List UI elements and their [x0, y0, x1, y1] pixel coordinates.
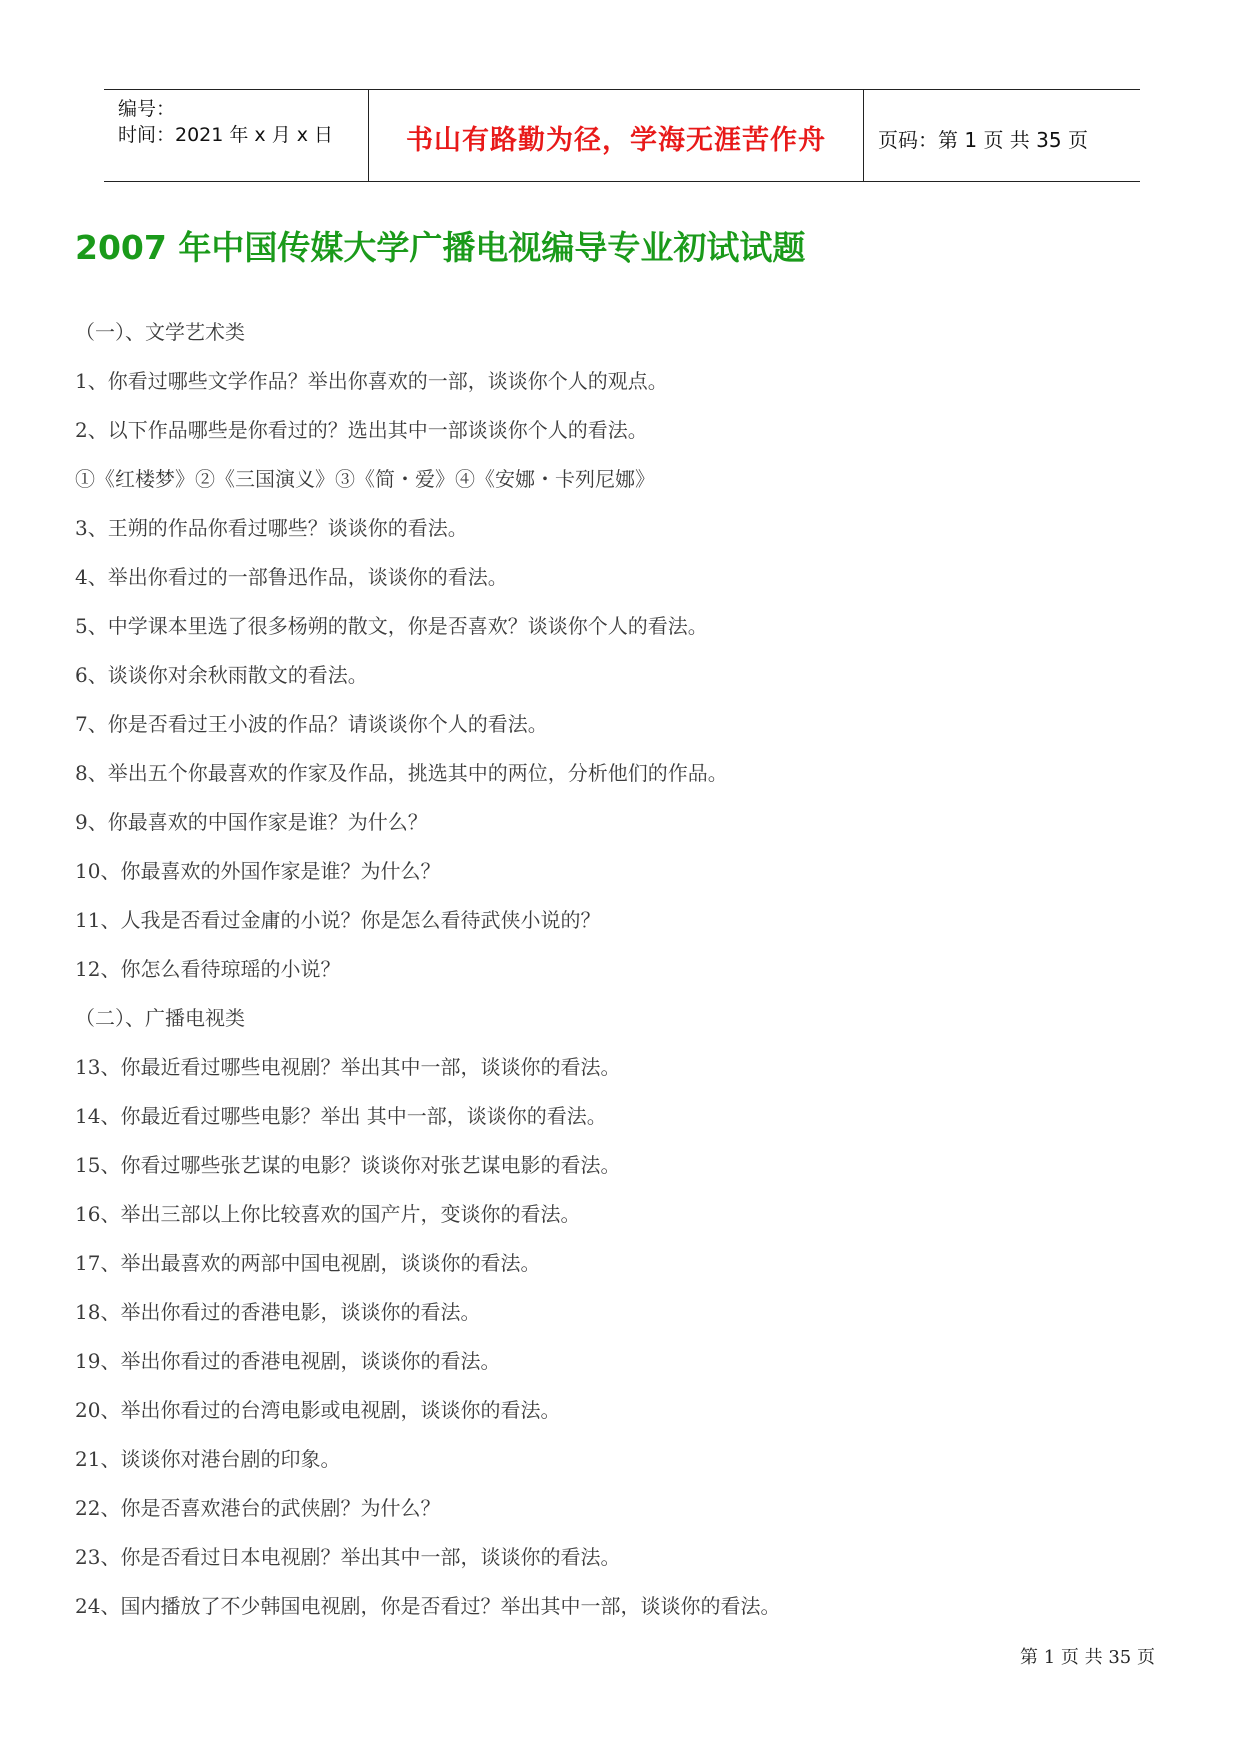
question-line: 17、举出最喜欢的两部中国电视剧，谈谈你的看法。: [75, 1251, 541, 1275]
question-line: 19、举出你看过的香港电视剧，谈谈你的看法。: [75, 1349, 501, 1373]
question-line: 14、你最近看过哪些电影？举出 其中一部，谈谈你的看法。: [75, 1104, 607, 1128]
question-line: 4、举出你看过的一部鲁迅作品，谈谈你的看法。: [75, 565, 508, 589]
question-line: 23、你是否看过日本电视剧？举出其中一部，谈谈你的看法。: [75, 1545, 621, 1569]
document-header: [104, 89, 1140, 182]
header-page-info: 页码：第 1 页 共 35 页: [878, 128, 1088, 152]
question-line: 21、谈谈你对港台剧的印象。: [75, 1447, 341, 1471]
question-line: 2、以下作品哪些是你看过的？选出其中一部谈谈你个人的看法。: [75, 418, 648, 442]
header-motto-cell: [369, 90, 864, 181]
question-line: 16、举出三部以上你比较喜欢的国产片，变谈你的看法。: [75, 1202, 581, 1226]
question-line: 1、你看过哪些文学作品？举出你喜欢的一部，谈谈你个人的观点。: [75, 369, 668, 393]
question-line: 13、你最近看过哪些电视剧？举出其中一部，谈谈你的看法。: [75, 1055, 621, 1079]
question-line: 3、王朔的作品你看过哪些？谈谈你的看法。: [75, 516, 468, 540]
question-line: 6、谈谈你对余秋雨散文的看法。: [75, 663, 368, 687]
page-footer: 第 1 页 共 35 页: [1020, 1647, 1155, 1668]
header-page-cell: [864, 90, 1140, 181]
document-number-label: 编号：: [118, 98, 176, 120]
question-line: 24、国内播放了不少韩国电视剧，你是否看过？举出其中一部，谈谈你的看法。: [75, 1594, 781, 1618]
question-line: 8、举出五个你最喜欢的作家及作品，挑选其中的两位，分析他们的作品。: [75, 761, 728, 785]
question-line: 20、举出你看过的台湾电影或电视剧，谈谈你的看法。: [75, 1398, 561, 1422]
question-line: 22、你是否喜欢港台的武侠剧？为什么？: [75, 1496, 441, 1520]
question-line: 15、你看过哪些张艺谋的电影？谈谈你对张艺谋电影的看法。: [75, 1153, 621, 1177]
question-list: [75, 318, 1155, 1641]
question-line: 10、你最喜欢的外国作家是谁？为什么？: [75, 859, 441, 883]
question-line: 5、中学课本里选了很多杨朔的散文，你是否喜欢？谈谈你个人的看法。: [75, 614, 708, 638]
question-line: 9、你最喜欢的中国作家是谁？为什么？: [75, 810, 428, 834]
question-line: 11、人我是否看过金庸的小说？你是怎么看待武侠小说的？: [75, 908, 601, 932]
question-line: 12、你怎么看待琼瑶的小说？: [75, 957, 341, 981]
header-meta-cell: [104, 90, 369, 181]
section-heading: （一）、文学艺术类: [75, 320, 245, 344]
question-line: 18、举出你看过的香港电影，谈谈你的看法。: [75, 1300, 481, 1324]
section-heading: （二）、广播电视类: [75, 1006, 245, 1030]
motto-text: 书山有路勤为径，学海无涯苦作舟: [406, 125, 826, 156]
question-line: ①《红楼梦》②《三国演义》③《简・爱》④《安娜・卡列尼娜》: [75, 467, 655, 491]
document-title: 2007 年中国传媒大学广播电视编导专业初试试题: [75, 228, 806, 267]
document-time-label: 时间：2021 年 x 月 x 日: [118, 124, 334, 146]
question-line: 7、你是否看过王小波的作品？请谈谈你个人的看法。: [75, 712, 548, 736]
